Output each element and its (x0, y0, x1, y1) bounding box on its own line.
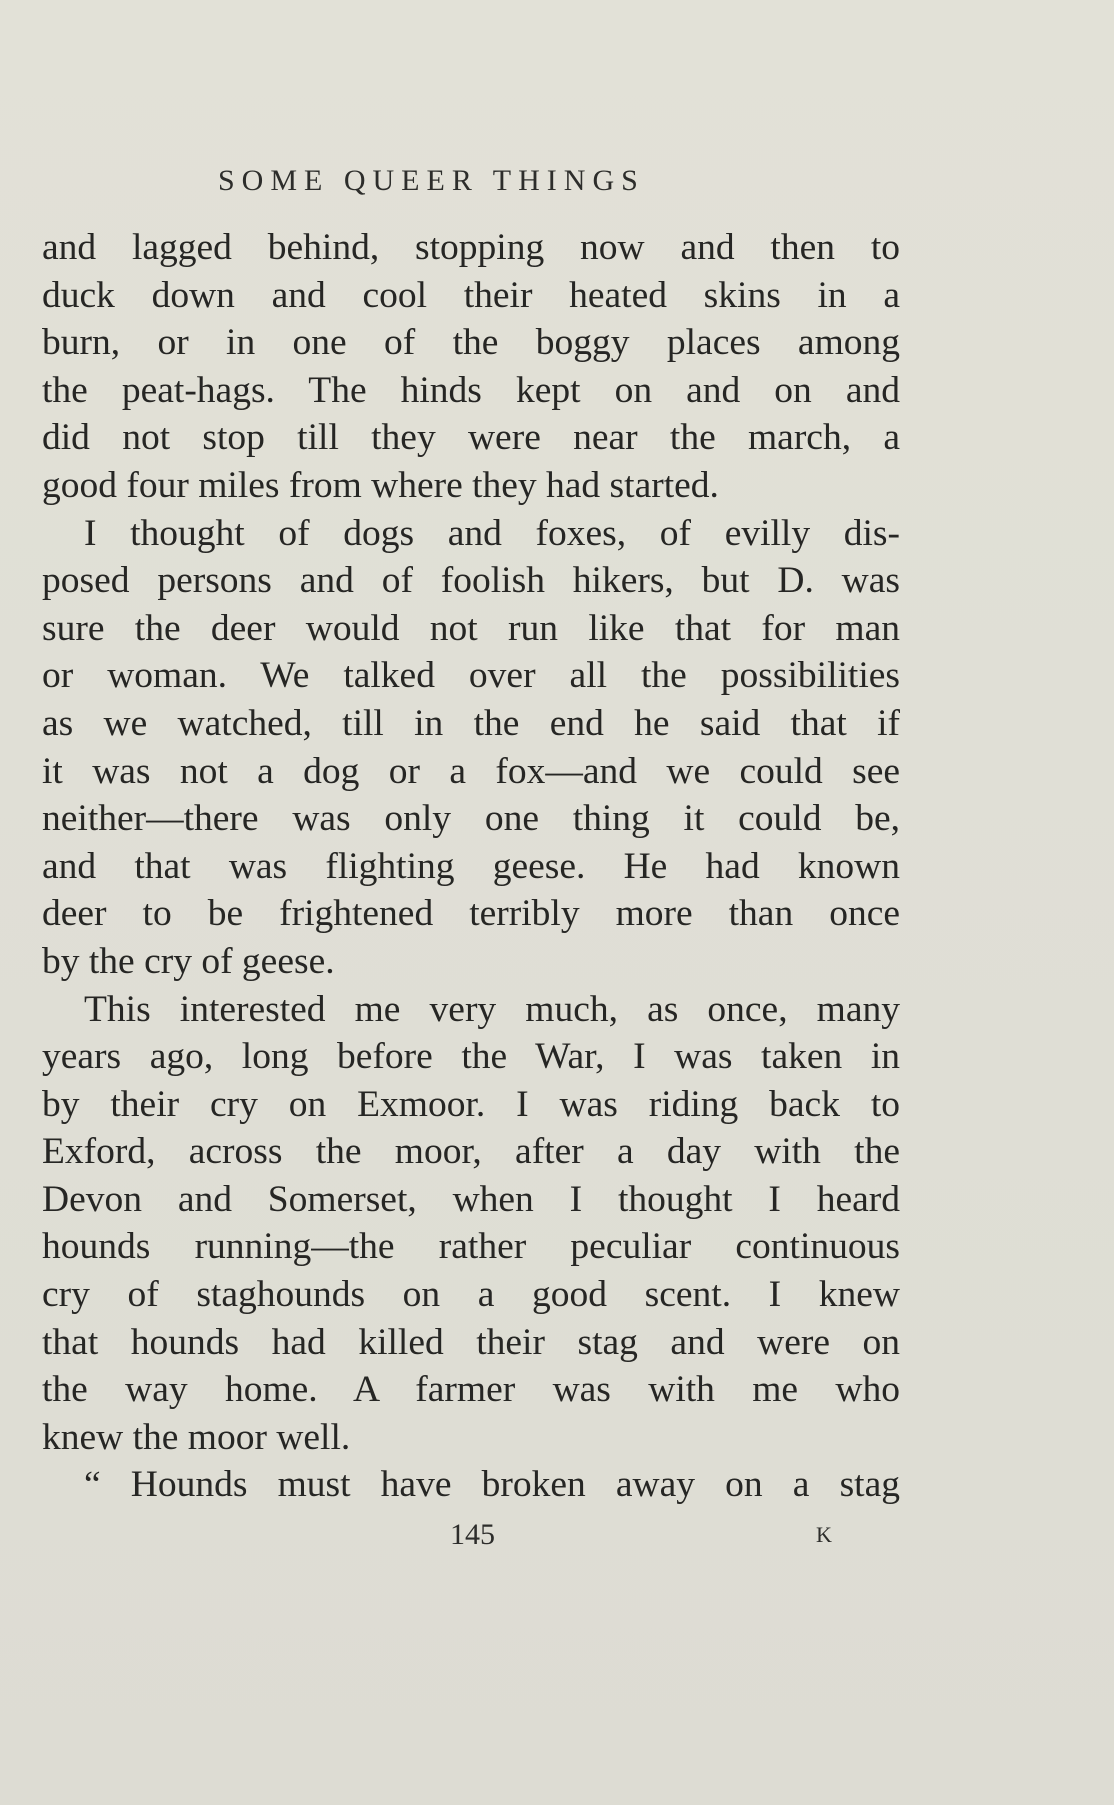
text-line: and that was flighting geese. He had known (42, 845, 900, 887)
paragraph-3 (42, 986, 900, 1462)
text-line: knew the moor well. (42, 1416, 351, 1458)
text-line: by their cry on Exmoor. I was riding back to (42, 1083, 900, 1125)
text-line: sure the deer would not run like that for man (42, 607, 900, 649)
text-line: “ Hounds must have broken away on a stag (84, 1464, 900, 1506)
text-line: did not stop till they were near the march, a (42, 417, 900, 459)
signature-mark: K (816, 1522, 832, 1547)
text-line: or woman. We talked over all the possibilities (42, 655, 900, 697)
text-line: deer to be frightened terribly more than once (42, 893, 900, 935)
text-line: burn, or in one of the boggy places among (42, 322, 900, 364)
running-head: SOME QUEER THINGS (218, 164, 645, 197)
text-line: cry of staghounds on a good scent. I knew (42, 1274, 900, 1316)
page-number: 145 (450, 1518, 495, 1551)
text-line: years ago, long before the War, I was taken in (42, 1036, 900, 1078)
text-line: posed persons and of foolish hikers, but D. was (42, 560, 900, 602)
text-line: by the cry of geese. (42, 940, 335, 982)
text-line: neither—there was only one thing it could be, (42, 798, 900, 840)
body-text (42, 224, 900, 1509)
text-line: good four miles from where they had started. (42, 464, 719, 506)
text-line: I thought of dogs and foxes, of evilly dis- (84, 512, 900, 554)
paragraph-4 (42, 1461, 900, 1509)
paragraph-2 (42, 510, 900, 986)
text-line: as we watched, till in the end he said that if (42, 702, 900, 744)
text-line: that hounds had killed their stag and were on (42, 1321, 900, 1363)
text-line: Exford, across the moor, after a day with the (42, 1131, 900, 1173)
text-line: duck down and cool their heated skins in a (42, 274, 900, 316)
text-line: and lagged behind, stopping now and then to (42, 227, 900, 268)
text-line: it was not a dog or a fox—and we could see (42, 750, 900, 792)
paragraph-1 (42, 224, 900, 510)
text-line: the peat-hags. The hinds kept on and on and (42, 369, 900, 411)
text-line: hounds running—the rather peculiar continuous (42, 1226, 900, 1268)
text-line: This interested me very much, as once, many (84, 988, 900, 1030)
text-line: Devon and Somerset, when I thought I heard (42, 1178, 900, 1220)
text-line: the way home. A farmer was with me who (42, 1369, 900, 1411)
